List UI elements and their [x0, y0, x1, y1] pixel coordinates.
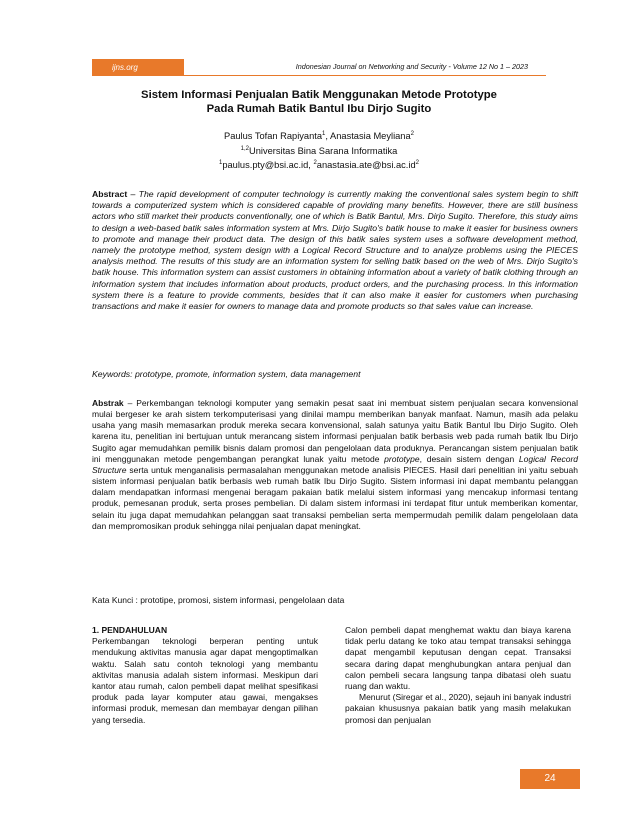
affiliation-sup: 1,2	[240, 145, 250, 152]
email-1-sup: 1	[219, 160, 223, 167]
journal-header: Indonesian Journal on Networking and Security - Volume 12 No 1 – 2023	[184, 59, 546, 76]
keywords-english: Keywords: prototype, promote, information system, data management	[92, 369, 361, 379]
email-2-sup: 2	[313, 160, 317, 167]
abstrak-italic-2: Logical Record Structure	[92, 453, 578, 475]
abstrak-italic-1: prototype	[384, 453, 420, 464]
author-1-sup: 1	[322, 131, 326, 137]
abstract-english	[92, 189, 578, 312]
author-2: Anastasia Meyliana	[330, 131, 411, 142]
email-1: paulus.pty@bsi.ac.id,	[222, 160, 314, 171]
author-emails	[92, 157, 546, 172]
abstrak-text-1: – Perkembangan teknologi komputer yang semakin pesat saat ini membuat sistem penjualan secara konvensional mulai bergeser ke arah sistem terkomputerisasi yang dinilai mampu memberikan banyak manfaat. Namun, masih ada pelaku usaha yang masih memasarkan produk mereka secara konvensional, salah satunya yaitu Batik Bantul Ibu Dirjo Sugito. Oleh karena itu, penelitian ini bertujuan untuk merancang sistem informasi penjualan batik berbasis web pada rumah batik Ibu Dirjo Sugito agar memudahkan pemilik bisnis dalam promosi dan pengelolaan data produknya. Perancangan sistem penjualan batik ini menggunakan metode pengembangan perangkat lunak yaitu metode	[92, 398, 578, 464]
email-2: anastasia.ate@bsi.ac.id	[316, 160, 416, 171]
body-column-left	[92, 625, 318, 726]
keywords-indonesian: Kata Kunci : prototipe, promosi, sistem informasi, pengelolaan data	[92, 595, 345, 605]
intro-paragraph-1: Perkembangan teknologi berperan penting untuk mendukung aktivitas manusia agar dapat mengoptimalkan waktu. Salah satu contoh teknologi yang membantu aktivitas manusia adalah sistem informasi. Meskipun dari kantor atau rumah, calon pembeli dapat melihat spesifikasi produk pada layar komputer atau gawai, mengakses informasi produk, memesan dan membayar dengan pilihan yang tersedia.	[92, 636, 318, 725]
abstract-text: – The rapid development of computer technology is currently making the conventional sales system begin to shift towards a computerized system which is considered capable of providing many benefits. However, there are still business actors who still market their products conventionally, one of which is Batik Bantul, Mrs. Dirjo Sugito. Therefore, this study aims to design a web-based batik sales information system at Mrs. Dirjo Sugito's batik house to make it easier for business owners to promote and manage their product data. The design of this batik sales system uses a software development method, namely the prototype method, system design with a Logical Record Structure and to analyze problems using the PIECES analysis method. The results of this study are an information system for selling batik based on the web of Mrs. Dirjo Sugito's batik house. This information system can assist customers in obtaining information about a variety of batik clothing through an information system that includes information about products, product orders, and the purchasing process. In this information system there is a feature to provide comments, besides that it can also make it easier for customers when purchasing transactions and make it easier for owners to manage data and promote products so that sales value can increase.	[92, 189, 578, 312]
body-column-right	[345, 625, 571, 726]
author-separator: ,	[325, 131, 331, 142]
title-line-1: Sistem Informasi Penjualan Batik Menggunakan Metode Prototype	[141, 89, 497, 101]
affiliation	[92, 143, 546, 158]
abstrak-text-2: , desain sistem dengan	[419, 453, 519, 464]
abstrak-label: Abstrak	[92, 398, 124, 408]
affiliation-text: Universitas Bina Sarana Informatika	[249, 145, 398, 156]
author-1: Paulus Tofan Rapiyanta	[224, 131, 323, 142]
intro-paragraph-2: Calon pembeli dapat menghemat waktu dan biaya karena tidak perlu datang ke toko atau tempat transaksi sehingga dapat mengambil keputusan dengan cepat. Transaksi secara daring dapat menghubungkan antara penjual dan calon pembeli secara langsung tanpa dibatasi oleh suatu ruang dan waktu.	[345, 625, 571, 692]
abstract-label: Abstract	[92, 189, 128, 199]
author-block	[92, 128, 546, 172]
abstract-indonesian	[92, 398, 578, 532]
email-2-trailing-sup: 2	[415, 160, 419, 167]
author-names	[92, 128, 546, 143]
author-2-sup: 2	[410, 131, 414, 137]
abstrak-text-3: serta untuk menganalisis permasalahan menggunakan metode analisis PIECES. Hasil dari penelitian ini yaitu sebuah sistem informasi penjualan batik berbasis web rumah batik Ibu Dirjo Sugito. Sistem informasi ini dapat membantu pelanggan dalam mendapatkan informasi mengenai beragam pakaian batik melalui sistem informasi yang mencakup informasi tentang produk, pemesanan produk, serta proses pembelian. Di dalam sistem informasi ini terdapat fitur untuk memberikan komentar, selain itu juga dapat memudahkan pelanggan saat transaksi pembelian serta mempermudah pemilik dalam pengelolaan data dan mempromosikan produk sehingga nilai penjualan dapat meningkat.	[92, 464, 578, 531]
page-number: 24	[520, 769, 580, 789]
journal-site-badge: ijns.org	[92, 59, 184, 76]
title-line-2: Pada Rumah Batik Bantul Ibu Dirjo Sugito	[206, 103, 432, 115]
intro-paragraph-3: Menurut (Siregar et al., 2020), sejauh ini banyak industri pakaian khususnya pakaian batik yang masih melakukan promosi dan penjualan	[345, 692, 571, 725]
paper-title	[92, 88, 546, 116]
section-title: 1. PENDAHULUAN	[92, 625, 168, 635]
